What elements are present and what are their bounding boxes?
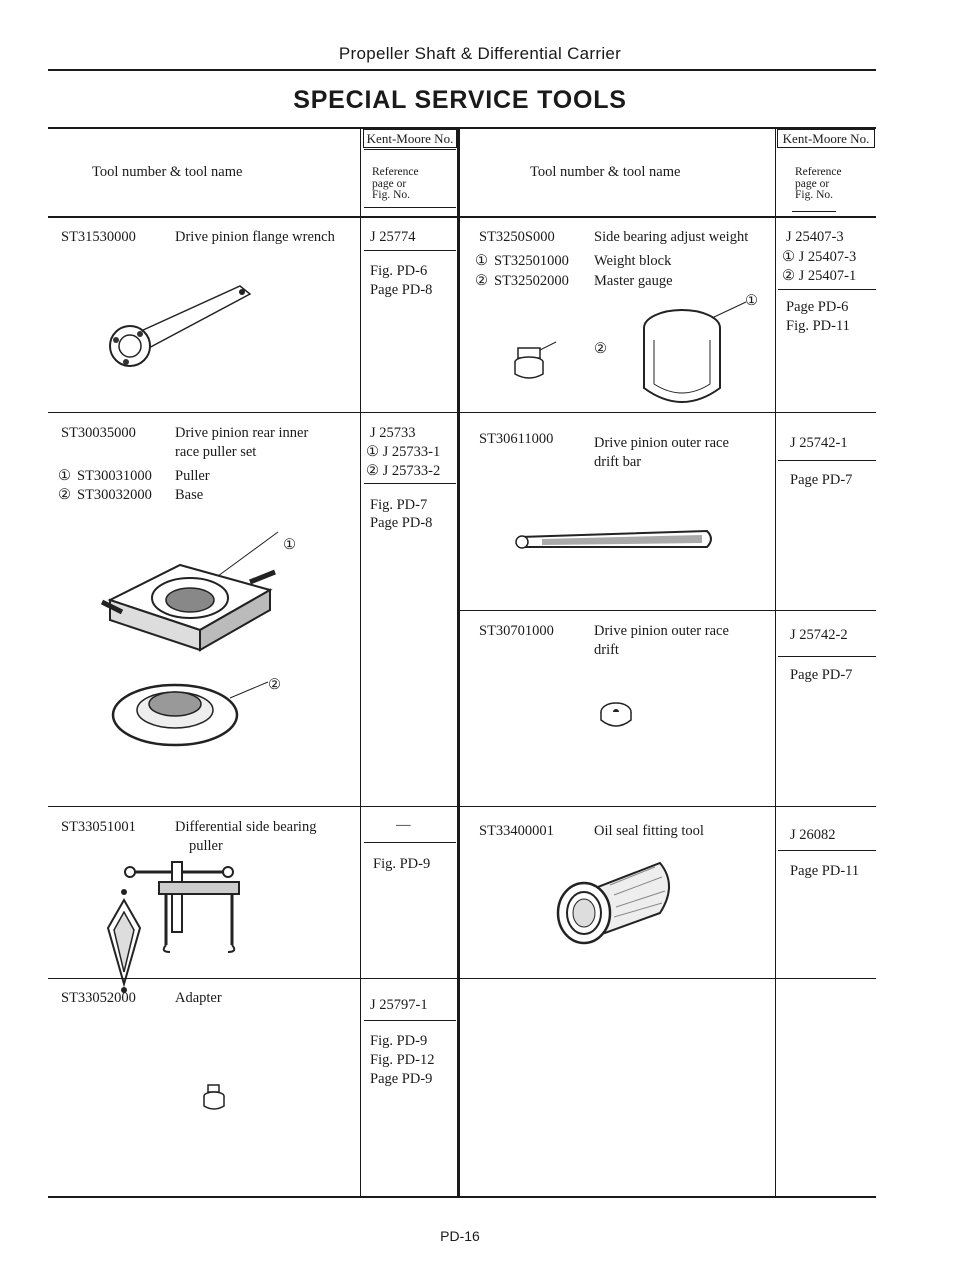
header-row-rule [48,216,876,218]
part-mark: ① [58,468,71,484]
kent-moore-no: — [396,817,411,833]
left-km-header: Kent-Moore No. [363,129,457,148]
reference: Fig. PD-9 [370,1033,428,1049]
header-rule [48,69,876,71]
kent-moore-no: J 25407-3 [786,229,844,245]
reference: Fig. PD-7 [370,497,428,513]
tool-name: Differential side bearing [175,819,317,835]
reference: Fig. PD-6 [370,263,428,279]
row-rule [48,412,457,413]
page-number: PD-16 [440,1228,480,1244]
tool-number: ST33052000 [61,990,136,1006]
part-mark: ② [58,487,71,503]
tool-name: puller [189,838,223,854]
tool-name: Oil seal fitting tool [594,823,704,839]
drift-bar-illustration [512,527,717,553]
reference: Page PD-9 [370,1071,433,1087]
section-title: Propeller Shaft & Differential Carrier [338,44,622,63]
center-divider [457,128,460,1197]
oil-seal-tool-illustration [550,855,680,950]
row-rule [48,806,457,807]
callout: ① [283,537,296,553]
part-number: ST32502000 [494,273,569,289]
kent-moore-no: ② J 25733-2 [366,463,441,479]
tool-name: race puller set [175,444,257,460]
bearing-puller-illustration [104,860,254,995]
km-rule [364,250,456,251]
right-ref-header-3: Fig. No. [795,189,834,201]
row-rule [48,978,457,979]
reference: Page PD-7 [790,472,853,488]
part-mark: ② [475,273,488,289]
table-bottom-rule [48,1196,876,1198]
tool-number: ST3250S000 [479,229,555,245]
reference: Fig. PD-11 [786,318,850,334]
left-ref-header-box-line [364,149,456,150]
reference: Page PD-11 [790,863,860,879]
tool-number: ST33051001 [61,819,136,835]
part-name: Puller [175,468,210,484]
adapter-illustration [199,1084,229,1114]
race-puller-illustration [100,530,300,765]
tool-name: Drive pinion outer race [594,435,729,451]
km-rule [778,656,876,657]
km-rule [364,1020,456,1021]
callout: ② [268,677,281,693]
table-top-rule [48,127,876,129]
part-number: ST30032000 [77,487,152,503]
reference: Page PD-6 [786,299,849,315]
kent-moore-no: J 25797-1 [370,997,428,1013]
callout: ② [594,341,607,357]
part-name: Master gauge [594,273,673,289]
kent-moore-no: ① J 25407-3 [782,249,857,265]
tool-number: ST30611000 [479,431,554,447]
km-rule [778,460,876,461]
adjust-weight-illustration [506,288,766,413]
row-rule [459,610,876,611]
reference: Fig. PD-9 [373,856,431,872]
part-mark: ① [475,253,488,269]
tool-number: ST31530000 [61,229,136,245]
kent-moore-no: ② J 25407-1 [782,268,857,284]
part-number: ST30031000 [77,468,152,484]
km-rule [364,842,456,843]
km-rule [778,289,876,290]
tool-name: Drive pinion rear inner [175,425,309,441]
part-name: Weight block [594,253,672,269]
outer-race-drift-illustration [598,700,634,732]
tool-number: ST30035000 [61,425,136,441]
kent-moore-no: J 25774 [370,229,416,245]
kent-moore-no: ① J 25733-1 [366,444,441,460]
right-tool-header: Tool number & tool name [530,164,681,180]
tool-number: ST30701000 [479,623,554,639]
tool-name: Adapter [175,990,222,1006]
tool-name: Side bearing adjust weight [594,229,749,245]
tool-name: drift [594,642,619,658]
right-km-divider [775,128,776,1197]
row-rule [459,412,876,413]
part-name: Base [175,487,204,503]
right-ref-header-underline [792,211,836,212]
reference: Page PD-8 [370,282,433,298]
kent-moore-no: J 25733 [370,425,416,441]
km-rule [364,483,456,484]
left-ref-header-2: page or [372,178,407,190]
right-km-header: Kent-Moore No. [777,129,875,148]
right-ref-header-2: page or [795,178,830,190]
kent-moore-no: J 25742-1 [790,435,848,451]
left-km-divider [360,128,361,1197]
tool-name: drift bar [594,454,642,470]
left-ref-header-1: Reference [372,166,419,178]
reference: Fig. PD-12 [370,1052,435,1068]
kent-moore-no: J 25742-2 [790,627,848,643]
kent-moore-no: J 26082 [790,827,836,843]
left-tool-header: Tool number & tool name [92,164,243,180]
reference: Page PD-8 [370,515,433,531]
right-ref-header-1: Reference [795,166,842,178]
tool-number: ST33400001 [479,823,554,839]
left-ref-header-box-line-b [364,207,456,208]
flange-wrench-illustration [100,278,270,378]
tool-name: Drive pinion outer race [594,623,729,639]
row-rule [459,806,876,807]
km-rule [778,850,876,851]
page-title: SPECIAL SERVICE TOOLS [293,86,627,114]
reference: Page PD-7 [790,667,853,683]
callout: ① [745,293,758,309]
row-rule [459,978,876,979]
left-ref-header-3: Fig. No. [372,189,411,201]
part-number: ST32501000 [494,253,569,269]
tool-name: Drive pinion flange wrench [175,229,335,245]
